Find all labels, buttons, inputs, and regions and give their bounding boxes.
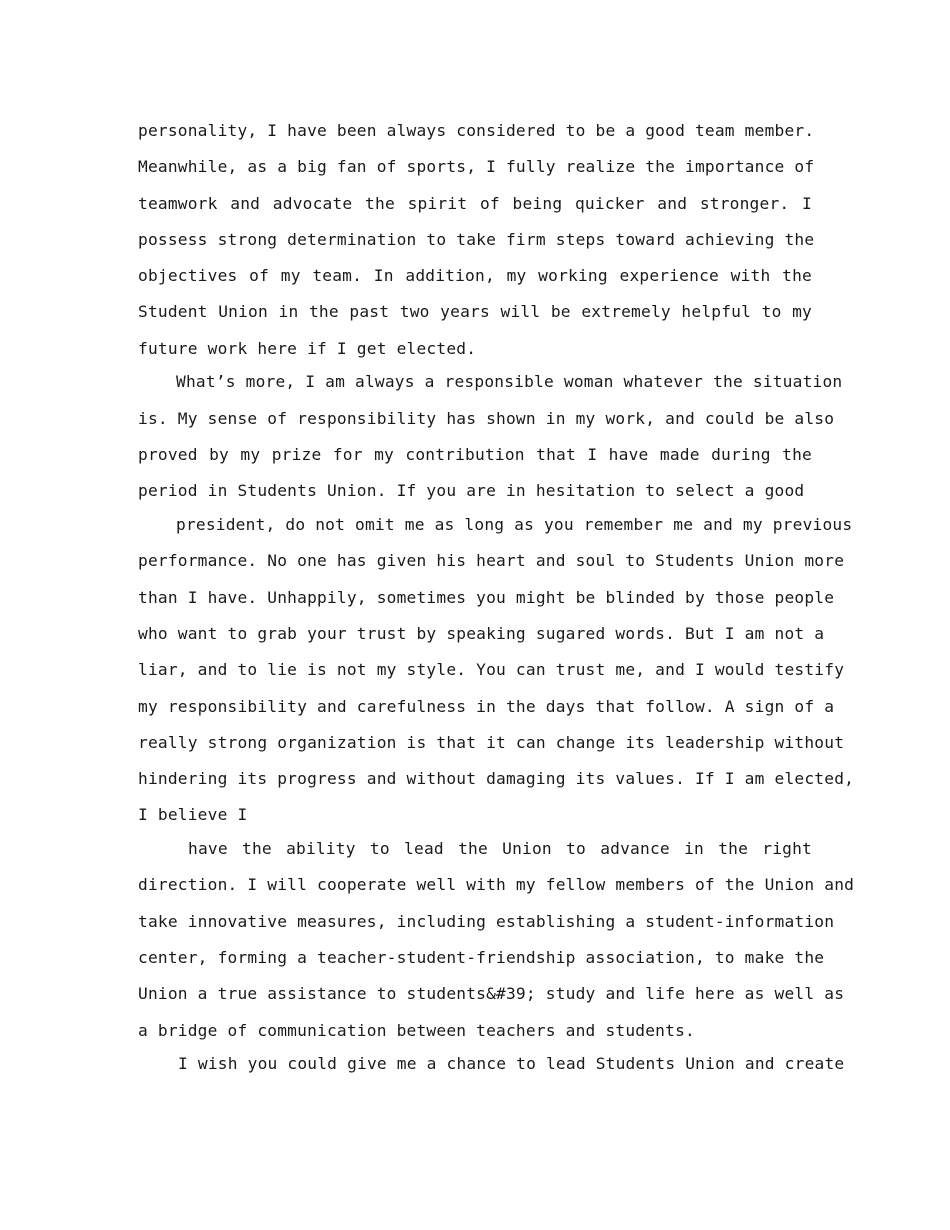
text-line: I wish you could give me a chance to lead Students Union and create (178, 1054, 845, 1074)
text-line: period in Students Union. If you are in hesitation to select a good (138, 481, 805, 501)
text-line: personality, I have been always considered to be a good team member. (138, 121, 815, 140)
text-line: liar, and to lie is not my style. You can trust me, and I would testify (138, 660, 845, 680)
text-line: What’s more, I am always a responsible woman whatever the situation (176, 372, 843, 392)
text-line: president, do not omit me as long as you remember me and my previous (176, 515, 853, 535)
text-line: hindering its progress and without damaging its values. If I am elected, (138, 769, 855, 789)
text-line: than I have. Unhappily, sometimes you might be blinded by those people (138, 587, 835, 607)
text-line: Meanwhile, as a big fan of sports, I fully realize the importance of (138, 157, 815, 177)
text-line: direction. I will cooperate well with my fellow members of the Union and (138, 875, 855, 895)
text-line: proved by my prize for my contribution that I have made during the (138, 445, 812, 465)
text-line: a bridge of communication between teachers and students. (138, 1020, 695, 1040)
text-line: objectives of my team. In addition, my working experience with the (138, 266, 812, 286)
text-line: center, forming a teacher-student-friendship association, to make the (138, 948, 825, 968)
text-line: future work here if I get elected. (138, 338, 477, 358)
text-line: possess strong determination to take firm steps toward achieving the (138, 229, 815, 249)
text-line: Union a true assistance to students&#39; study and life here as well as (138, 984, 845, 1004)
text-line: really strong organization is that it can change its leadership without (138, 732, 845, 752)
document-body (138, 113, 855, 1083)
text-line: I believe I (138, 805, 248, 825)
text-line: take innovative measures, including establishing a student-information (138, 911, 835, 931)
text-line: performance. No one has given his heart and soul to Students Union more (138, 551, 845, 571)
text-line: my responsibility and carefulness in the days that follow. A sign of a (138, 696, 835, 716)
text-line: teamwork and advocate the spirit of being quicker and stronger. I (138, 193, 812, 213)
text-line: is. My sense of responsibility has shown in my work, and could be also (138, 408, 835, 428)
text-line: have the ability to lead the Union to advance in the right (188, 839, 812, 859)
text-line: who want to grab your trust by speaking sugared words. But I am not a (138, 623, 825, 643)
text-line: Student Union in the past two years will be extremely helpful to my (138, 302, 812, 322)
